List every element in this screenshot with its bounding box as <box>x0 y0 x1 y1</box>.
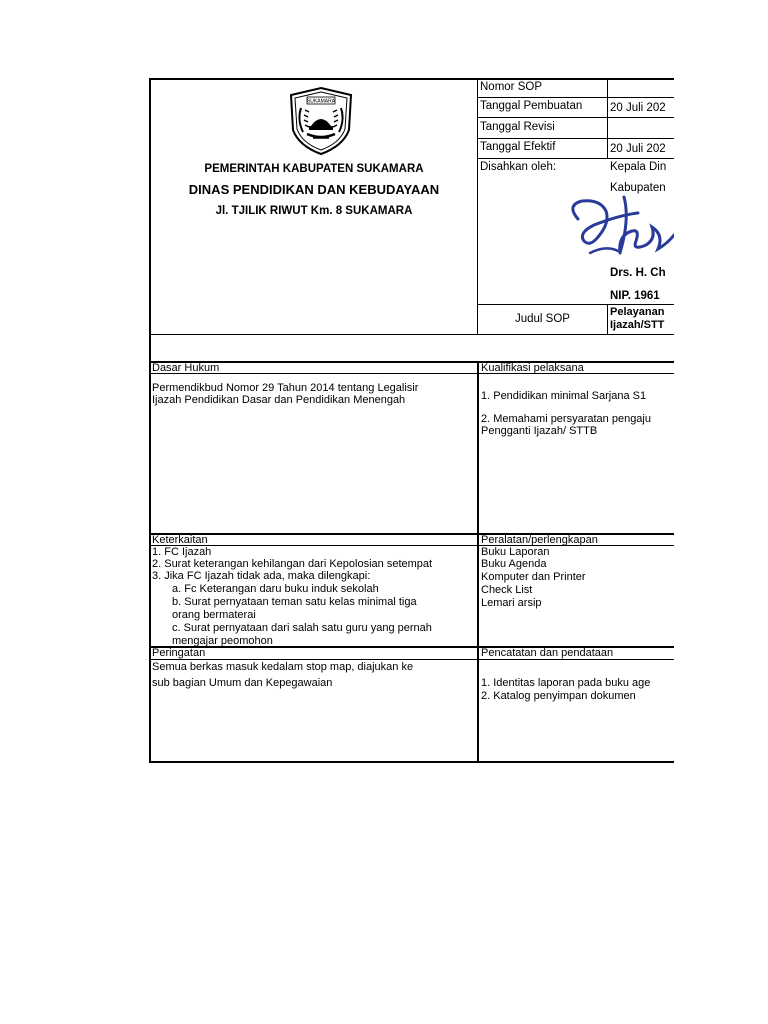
peralatan-item-1: Buku Laporan <box>481 546 550 558</box>
judul-sop-label: Judul SOP <box>515 313 570 325</box>
keterkaitan-line-7: c. Surat pernyataan dari salah satu guru yang pernah <box>172 622 432 634</box>
keterkaitan-line-3: 3. Jika FC Ijazah tidak ada, maka dilengkapi: <box>152 570 371 582</box>
org-line-1: PEMERINTAH KABUPATEN SUKAMARA <box>204 163 424 175</box>
signature <box>560 195 674 259</box>
nomor-sop-label: Nomor SOP <box>480 81 542 93</box>
tanggal-efektif-value: 20 Juli 202 <box>610 143 666 155</box>
kualifikasi-item-2-line-2: Pengganti Ijazah/ STTB <box>481 425 598 437</box>
peralatan-item-4: Check List <box>481 584 533 596</box>
regency-logo <box>287 86 355 156</box>
keterkaitan-line-1: 1. FC Ijazah <box>152 546 212 558</box>
peralatan-item-2: Buku Agenda <box>481 558 547 570</box>
divider-center-bottom <box>477 362 479 762</box>
judul-line-1: Pelayanan <box>610 306 665 318</box>
disahkan-label: Disahkan oleh: <box>480 161 557 173</box>
pencatatan-item-2: 2. Katalog penyimpan dokumen <box>481 690 636 702</box>
row-line-4 <box>477 158 674 159</box>
kualifikasi-item-2-line-1: 2. Memahami persyaratan pengaju <box>481 413 651 425</box>
dasar-hukum-line-1: Permendikbud Nomor 29 Tahun 2014 tentang Legalisir <box>152 382 419 394</box>
divider-info-upper <box>607 78 608 158</box>
row-line-1 <box>477 97 674 98</box>
border-bottom <box>149 761 674 763</box>
section-title-line-1 <box>149 373 674 374</box>
disahkan-line-2: Kabupaten <box>610 182 666 194</box>
section-line-top <box>149 361 674 363</box>
keterkaitan-title: Keterkaitan <box>152 534 208 546</box>
peralatan-title: Peralatan/perlengkapan <box>481 534 598 546</box>
kualifikasi-title: Kualifikasi pelaksana <box>481 362 584 374</box>
divider-info-lower <box>607 304 608 335</box>
peralatan-item-5: Lemari arsip <box>481 597 542 609</box>
row-line-5 <box>477 304 674 305</box>
org-line-2: DINAS PENDIDIKAN DAN KEBUDAYAAN <box>188 182 440 197</box>
border-left <box>149 78 151 763</box>
keterkaitan-line-8: mengajar peomohon <box>172 635 273 647</box>
header-bottom-line <box>149 334 674 335</box>
peralatan-item-3: Komputer dan Printer <box>481 571 586 583</box>
peringatan-line-2: sub bagian Umum dan Kepegawaian <box>152 677 333 689</box>
keterkaitan-line-4: a. Fc Keterangan daru buku induk sekolah <box>172 583 379 595</box>
keterkaitan-line-2: 2. Surat keterangan kehilangan dari Kepolosian setempat <box>152 558 433 570</box>
tanggal-pembuatan-label: Tanggal Pembuatan <box>480 100 583 112</box>
section-title-line-3 <box>149 659 674 660</box>
signer-name: Drs. H. Ch <box>610 267 666 279</box>
kualifikasi-item-1: 1. Pendidikan minimal Sarjana S1 <box>481 390 647 402</box>
pencatatan-item-1: 1. Identitas laporan pada buku age <box>481 677 651 689</box>
tanggal-revisi-label: Tanggal Revisi <box>480 121 555 133</box>
keterkaitan-line-5: b. Surat pernyataan teman satu kelas minimal tiga <box>172 596 417 608</box>
judul-line-2: Ijazah/STT <box>610 319 665 331</box>
keterkaitan-line-6: orang bermaterai <box>172 609 256 621</box>
disahkan-line-1: Kepala Din <box>610 161 667 173</box>
logo-text: SUKAMARA <box>306 98 336 105</box>
tanggal-efektif-label: Tanggal Efektif <box>480 141 556 153</box>
dasar-hukum-line-2: Ijazah Pendidikan Dasar dan Pendidikan Menengah <box>152 394 406 406</box>
peringatan-line-1: Semua berkas masuk kedalam stop map, diajukan ke <box>152 661 414 673</box>
peringatan-title: Peringatan <box>152 647 206 659</box>
row-line-3 <box>477 138 674 139</box>
row-line-2 <box>477 117 674 118</box>
border-top <box>149 78 674 80</box>
signer-nip: NIP. 1961 <box>610 290 660 302</box>
pencatatan-title: Pencatatan dan pendataan <box>481 647 614 659</box>
tanggal-pembuatan-value: 20 Juli 202 <box>610 102 666 114</box>
address: Jl. TJILIK RIWUT Km. 8 SUKAMARA <box>215 205 413 217</box>
dasar-hukum-title: Dasar Hukum <box>152 362 220 374</box>
